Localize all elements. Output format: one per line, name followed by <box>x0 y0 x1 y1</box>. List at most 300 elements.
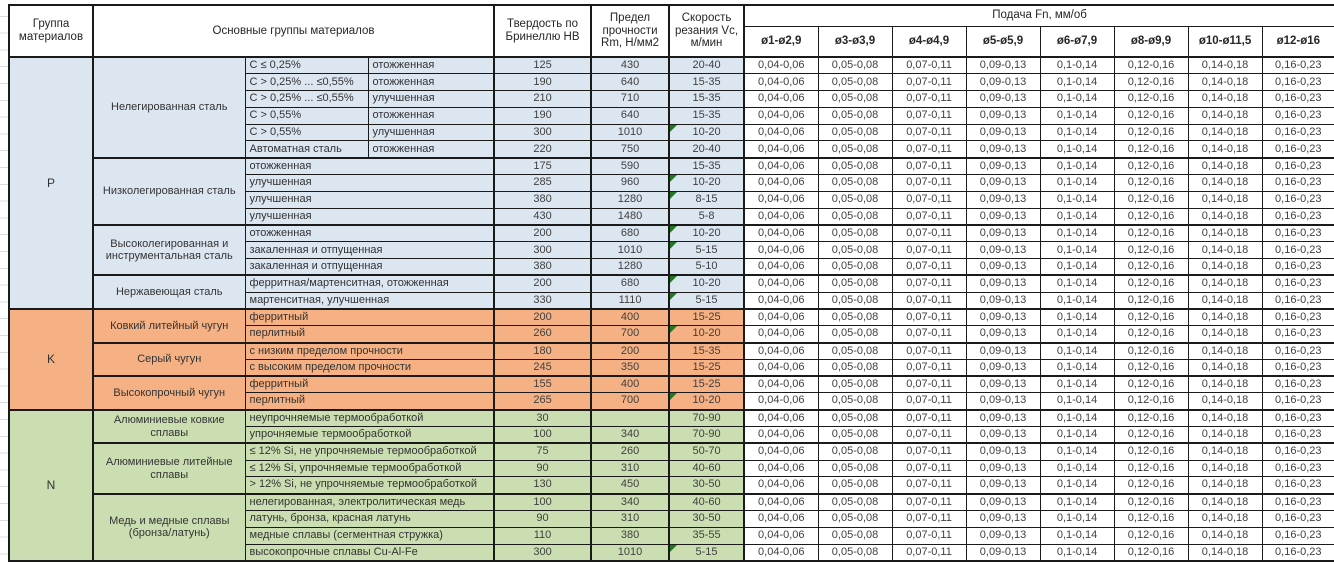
feed-value-cell[interactable]: 0,04-0,06 <box>744 511 818 528</box>
cutting-speed-vc-cell[interactable]: 30-50 <box>669 511 744 528</box>
hardness-hb-cell[interactable]: 110 <box>494 527 591 544</box>
feed-value-cell[interactable]: 0,14-0,18 <box>1188 359 1262 376</box>
feed-value-cell[interactable]: 0,07-0,11 <box>892 326 966 343</box>
cutting-speed-vc-cell[interactable]: 10-20 <box>669 124 744 141</box>
material-family-cell[interactable]: Нержавеющая сталь <box>93 275 245 309</box>
feed-value-cell[interactable]: 0,12-0,16 <box>1114 91 1188 108</box>
feed-value-cell[interactable]: 0,07-0,11 <box>892 460 966 477</box>
condition-cell[interactable]: с высоким пределом прочности <box>245 359 494 376</box>
condition-cell[interactable]: медные сплавы (сегментная стружка) <box>245 527 494 544</box>
hardness-hb-cell[interactable]: 300 <box>494 124 591 141</box>
feed-value-cell[interactable]: 0,05-0,08 <box>818 57 892 74</box>
feed-value-cell[interactable]: 0,05-0,08 <box>818 511 892 528</box>
cutting-speed-vc-cell[interactable]: 10-20 <box>669 275 744 292</box>
feed-value-cell[interactable]: 0,05-0,08 <box>818 74 892 91</box>
header-diameter[interactable]: ø3-ø3,9 <box>818 26 892 57</box>
feed-value-cell[interactable]: 0,14-0,18 <box>1188 158 1262 175</box>
feed-value-cell[interactable]: 0,12-0,16 <box>1114 208 1188 225</box>
cutting-speed-vc-cell[interactable]: 70-90 <box>669 410 744 427</box>
material-family-cell[interactable]: Ковкий литейный чугун <box>93 309 245 343</box>
hardness-hb-cell[interactable]: 380 <box>494 191 591 208</box>
feed-value-cell[interactable]: 0,12-0,16 <box>1114 393 1188 410</box>
strength-rm-cell[interactable]: 1010 <box>591 124 669 141</box>
hardness-hb-cell[interactable]: 125 <box>494 57 591 74</box>
cutting-speed-vc-cell[interactable]: 15-25 <box>669 359 744 376</box>
cutting-speed-vc-cell[interactable]: 10-20 <box>669 393 744 410</box>
hardness-hb-cell[interactable]: 180 <box>494 343 591 360</box>
feed-value-cell[interactable]: 0,09-0,13 <box>966 158 1040 175</box>
feed-value-cell[interactable]: 0,16-0,23 <box>1262 477 1334 494</box>
hardness-hb-cell[interactable]: 210 <box>494 91 591 108</box>
feed-value-cell[interactable]: 0,07-0,11 <box>892 343 966 360</box>
feed-value-cell[interactable]: 0,04-0,06 <box>744 91 818 108</box>
feed-value-cell[interactable]: 0,07-0,11 <box>892 359 966 376</box>
feed-value-cell[interactable]: 0,1-0,14 <box>1040 292 1114 309</box>
feed-value-cell[interactable]: 0,16-0,23 <box>1262 242 1334 259</box>
strength-rm-cell[interactable]: 450 <box>591 477 669 494</box>
feed-value-cell[interactable]: 0,16-0,23 <box>1262 359 1334 376</box>
group-code-cell[interactable]: P <box>9 57 93 309</box>
strength-rm-cell[interactable]: 1110 <box>591 292 669 309</box>
feed-value-cell[interactable]: 0,14-0,18 <box>1188 410 1262 427</box>
feed-value-cell[interactable]: 0,12-0,16 <box>1114 343 1188 360</box>
feed-value-cell[interactable]: 0,12-0,16 <box>1114 242 1188 259</box>
cutting-speed-vc-cell[interactable]: 40-60 <box>669 460 744 477</box>
feed-value-cell[interactable]: 0,14-0,18 <box>1188 242 1262 259</box>
feed-value-cell[interactable]: 0,1-0,14 <box>1040 410 1114 427</box>
feed-value-cell[interactable]: 0,16-0,23 <box>1262 259 1334 276</box>
feed-value-cell[interactable]: 0,14-0,18 <box>1188 443 1262 460</box>
hardness-hb-cell[interactable]: 200 <box>494 275 591 292</box>
feed-value-cell[interactable]: 0,12-0,16 <box>1114 292 1188 309</box>
feed-value-cell[interactable]: 0,1-0,14 <box>1040 57 1114 74</box>
feed-value-cell[interactable]: 0,04-0,06 <box>744 141 818 158</box>
feed-value-cell[interactable]: 0,04-0,06 <box>744 343 818 360</box>
condition-cell[interactable]: неупрочняемые термообработкой <box>245 410 494 427</box>
feed-value-cell[interactable]: 0,05-0,08 <box>818 393 892 410</box>
feed-value-cell[interactable]: 0,07-0,11 <box>892 494 966 511</box>
feed-value-cell[interactable]: 0,04-0,06 <box>744 460 818 477</box>
feed-value-cell[interactable]: 0,16-0,23 <box>1262 107 1334 124</box>
feed-value-cell[interactable]: 0,14-0,18 <box>1188 326 1262 343</box>
feed-value-cell[interactable]: 0,14-0,18 <box>1188 393 1262 410</box>
condition-cell[interactable]: отожженная <box>368 74 494 91</box>
strength-rm-cell[interactable]: 200 <box>591 343 669 360</box>
feed-value-cell[interactable]: 0,04-0,06 <box>744 376 818 393</box>
feed-value-cell[interactable]: 0,09-0,13 <box>966 410 1040 427</box>
header-diameter[interactable]: ø4-ø4,9 <box>892 26 966 57</box>
feed-value-cell[interactable]: 0,07-0,11 <box>892 309 966 326</box>
group-code-cell[interactable]: N <box>9 410 93 561</box>
feed-value-cell[interactable]: 0,12-0,16 <box>1114 326 1188 343</box>
feed-value-cell[interactable]: 0,1-0,14 <box>1040 225 1114 242</box>
feed-value-cell[interactable]: 0,14-0,18 <box>1188 208 1262 225</box>
feed-value-cell[interactable]: 0,05-0,08 <box>818 158 892 175</box>
feed-value-cell[interactable]: 0,14-0,18 <box>1188 494 1262 511</box>
feed-value-cell[interactable]: 0,05-0,08 <box>818 175 892 192</box>
strength-rm-cell[interactable]: 700 <box>591 393 669 410</box>
feed-value-cell[interactable]: 0,14-0,18 <box>1188 107 1262 124</box>
feed-value-cell[interactable]: 0,12-0,16 <box>1114 57 1188 74</box>
feed-value-cell[interactable]: 0,16-0,23 <box>1262 427 1334 444</box>
feed-value-cell[interactable]: 0,1-0,14 <box>1040 175 1114 192</box>
feed-value-cell[interactable]: 0,07-0,11 <box>892 275 966 292</box>
condition-cell[interactable]: отожженная <box>368 57 494 74</box>
feed-value-cell[interactable]: 0,04-0,06 <box>744 259 818 276</box>
strength-rm-cell[interactable] <box>591 410 669 427</box>
cutting-speed-vc-cell[interactable]: 8-15 <box>669 191 744 208</box>
feed-value-cell[interactable]: 0,07-0,11 <box>892 477 966 494</box>
qualifier-cell[interactable]: C > 0,25% ... ≤0,55% <box>245 91 368 108</box>
feed-value-cell[interactable]: 0,14-0,18 <box>1188 460 1262 477</box>
feed-value-cell[interactable]: 0,04-0,06 <box>744 326 818 343</box>
feed-value-cell[interactable]: 0,14-0,18 <box>1188 309 1262 326</box>
cutting-speed-vc-cell[interactable]: 15-35 <box>669 91 744 108</box>
feed-value-cell[interactable]: 0,14-0,18 <box>1188 259 1262 276</box>
cutting-speed-vc-cell[interactable]: 15-35 <box>669 343 744 360</box>
hardness-hb-cell[interactable]: 285 <box>494 175 591 192</box>
feed-value-cell[interactable]: 0,14-0,18 <box>1188 74 1262 91</box>
hardness-hb-cell[interactable]: 90 <box>494 511 591 528</box>
feed-value-cell[interactable]: 0,1-0,14 <box>1040 376 1114 393</box>
feed-value-cell[interactable]: 0,07-0,11 <box>892 443 966 460</box>
feed-value-cell[interactable]: 0,07-0,11 <box>892 158 966 175</box>
condition-cell[interactable]: высокопрочные сплавы Cu-Al-Fe <box>245 544 494 561</box>
feed-value-cell[interactable]: 0,14-0,18 <box>1188 91 1262 108</box>
feed-value-cell[interactable]: 0,1-0,14 <box>1040 511 1114 528</box>
feed-value-cell[interactable]: 0,05-0,08 <box>818 225 892 242</box>
feed-value-cell[interactable]: 0,04-0,06 <box>744 393 818 410</box>
feed-value-cell[interactable]: 0,1-0,14 <box>1040 477 1114 494</box>
hardness-hb-cell[interactable]: 245 <box>494 359 591 376</box>
feed-value-cell[interactable]: 0,07-0,11 <box>892 225 966 242</box>
strength-rm-cell[interactable]: 680 <box>591 275 669 292</box>
feed-value-cell[interactable]: 0,07-0,11 <box>892 208 966 225</box>
cutting-speed-vc-cell[interactable]: 15-35 <box>669 74 744 91</box>
header-cutting-speed-vc[interactable]: Скорость резания Vc, м/мин <box>669 5 744 57</box>
hardness-hb-cell[interactable]: 330 <box>494 292 591 309</box>
feed-value-cell[interactable]: 0,1-0,14 <box>1040 326 1114 343</box>
strength-rm-cell[interactable]: 350 <box>591 359 669 376</box>
strength-rm-cell[interactable]: 640 <box>591 107 669 124</box>
feed-value-cell[interactable]: 0,12-0,16 <box>1114 494 1188 511</box>
strength-rm-cell[interactable]: 640 <box>591 74 669 91</box>
cutting-speed-vc-cell[interactable]: 50-70 <box>669 443 744 460</box>
feed-value-cell[interactable]: 0,05-0,08 <box>818 309 892 326</box>
condition-cell[interactable]: закаленная и отпущенная <box>245 242 494 259</box>
strength-rm-cell[interactable]: 710 <box>591 91 669 108</box>
hardness-hb-cell[interactable]: 155 <box>494 376 591 393</box>
feed-value-cell[interactable]: 0,05-0,08 <box>818 191 892 208</box>
feed-value-cell[interactable]: 0,16-0,23 <box>1262 393 1334 410</box>
feed-value-cell[interactable]: 0,16-0,23 <box>1262 511 1334 528</box>
header-diameter[interactable]: ø8-ø9,9 <box>1114 26 1188 57</box>
qualifier-cell[interactable]: C ≤ 0,25% <box>245 57 368 74</box>
strength-rm-cell[interactable]: 700 <box>591 326 669 343</box>
hardness-hb-cell[interactable]: 200 <box>494 309 591 326</box>
feed-value-cell[interactable]: 0,16-0,23 <box>1262 494 1334 511</box>
feed-value-cell[interactable]: 0,14-0,18 <box>1188 511 1262 528</box>
cutting-speed-vc-cell[interactable]: 15-25 <box>669 309 744 326</box>
material-family-cell[interactable]: Низколегированная сталь <box>93 158 245 225</box>
strength-rm-cell[interactable]: 1010 <box>591 242 669 259</box>
feed-value-cell[interactable]: 0,05-0,08 <box>818 443 892 460</box>
cutting-speed-vc-cell[interactable]: 40-60 <box>669 494 744 511</box>
strength-rm-cell[interactable]: 1280 <box>591 191 669 208</box>
feed-value-cell[interactable]: 0,09-0,13 <box>966 443 1040 460</box>
feed-value-cell[interactable]: 0,1-0,14 <box>1040 494 1114 511</box>
feed-value-cell[interactable]: 0,04-0,06 <box>744 443 818 460</box>
condition-cell[interactable]: > 12% Si, не упрочняемые термообработкой <box>245 477 494 494</box>
feed-value-cell[interactable]: 0,05-0,08 <box>818 343 892 360</box>
feed-value-cell[interactable]: 0,09-0,13 <box>966 477 1040 494</box>
condition-cell[interactable]: закаленная и отпущенная <box>245 259 494 276</box>
feed-value-cell[interactable]: 0,07-0,11 <box>892 393 966 410</box>
header-diameter[interactable]: ø12-ø16 <box>1262 26 1334 57</box>
material-family-cell[interactable]: Высокопрочный чугун <box>93 376 245 410</box>
header-material-group[interactable]: Группа материалов <box>9 5 93 57</box>
feed-value-cell[interactable]: 0,09-0,13 <box>966 511 1040 528</box>
feed-value-cell[interactable]: 0,05-0,08 <box>818 275 892 292</box>
hardness-hb-cell[interactable]: 100 <box>494 427 591 444</box>
feed-value-cell[interactable]: 0,16-0,23 <box>1262 191 1334 208</box>
feed-value-cell[interactable]: 0,16-0,23 <box>1262 57 1334 74</box>
feed-value-cell[interactable]: 0,09-0,13 <box>966 275 1040 292</box>
feed-value-cell[interactable]: 0,04-0,06 <box>744 242 818 259</box>
feed-value-cell[interactable]: 0,12-0,16 <box>1114 124 1188 141</box>
condition-cell[interactable]: улучшенная <box>368 124 494 141</box>
condition-cell[interactable]: улучшенная <box>245 191 494 208</box>
feed-value-cell[interactable]: 0,04-0,06 <box>744 275 818 292</box>
feed-value-cell[interactable]: 0,14-0,18 <box>1188 175 1262 192</box>
cutting-speed-vc-cell[interactable]: 15-35 <box>669 158 744 175</box>
feed-value-cell[interactable]: 0,04-0,06 <box>744 359 818 376</box>
feed-value-cell[interactable]: 0,12-0,16 <box>1114 175 1188 192</box>
feed-value-cell[interactable]: 0,05-0,08 <box>818 410 892 427</box>
header-feed-fn[interactable]: Подача Fn, мм/об <box>744 5 1334 26</box>
feed-value-cell[interactable]: 0,09-0,13 <box>966 242 1040 259</box>
feed-value-cell[interactable]: 0,04-0,06 <box>744 208 818 225</box>
feed-value-cell[interactable]: 0,14-0,18 <box>1188 191 1262 208</box>
feed-value-cell[interactable]: 0,09-0,13 <box>966 208 1040 225</box>
feed-value-cell[interactable]: 0,07-0,11 <box>892 427 966 444</box>
cutting-speed-vc-cell[interactable]: 10-20 <box>669 175 744 192</box>
feed-value-cell[interactable]: 0,12-0,16 <box>1114 527 1188 544</box>
condition-cell[interactable]: ≤ 12% Si, упрочняемые термообработкой <box>245 460 494 477</box>
feed-value-cell[interactable]: 0,07-0,11 <box>892 292 966 309</box>
strength-rm-cell[interactable]: 310 <box>591 511 669 528</box>
feed-value-cell[interactable]: 0,04-0,06 <box>744 410 818 427</box>
header-main-groups[interactable]: Основные группы материалов <box>93 5 494 57</box>
condition-cell[interactable]: улучшенная <box>245 208 494 225</box>
hardness-hb-cell[interactable]: 430 <box>494 208 591 225</box>
strength-rm-cell[interactable]: 430 <box>591 57 669 74</box>
feed-value-cell[interactable]: 0,1-0,14 <box>1040 527 1114 544</box>
qualifier-cell[interactable]: C > 0,25% ... ≤0,55% <box>245 74 368 91</box>
header-strength-rm[interactable]: Предел прочности Rm, Н/мм2 <box>591 5 669 57</box>
feed-value-cell[interactable]: 0,09-0,13 <box>966 191 1040 208</box>
feed-value-cell[interactable]: 0,05-0,08 <box>818 544 892 561</box>
header-diameter[interactable]: ø5-ø5,9 <box>966 26 1040 57</box>
feed-value-cell[interactable]: 0,09-0,13 <box>966 393 1040 410</box>
feed-value-cell[interactable]: 0,1-0,14 <box>1040 124 1114 141</box>
feed-value-cell[interactable]: 0,07-0,11 <box>892 124 966 141</box>
feed-value-cell[interactable]: 0,05-0,08 <box>818 242 892 259</box>
feed-value-cell[interactable]: 0,09-0,13 <box>966 460 1040 477</box>
feed-value-cell[interactable]: 0,1-0,14 <box>1040 427 1114 444</box>
feed-value-cell[interactable]: 0,04-0,06 <box>744 175 818 192</box>
feed-value-cell[interactable]: 0,05-0,08 <box>818 208 892 225</box>
feed-value-cell[interactable]: 0,14-0,18 <box>1188 292 1262 309</box>
feed-value-cell[interactable]: 0,16-0,23 <box>1262 376 1334 393</box>
feed-value-cell[interactable]: 0,05-0,08 <box>818 326 892 343</box>
condition-cell[interactable]: отожженная <box>245 158 494 175</box>
feed-value-cell[interactable]: 0,14-0,18 <box>1188 225 1262 242</box>
feed-value-cell[interactable]: 0,09-0,13 <box>966 91 1040 108</box>
cutting-speed-vc-cell[interactable]: 35-55 <box>669 527 744 544</box>
feed-value-cell[interactable]: 0,05-0,08 <box>818 107 892 124</box>
feed-value-cell[interactable]: 0,16-0,23 <box>1262 544 1334 561</box>
feed-value-cell[interactable]: 0,04-0,06 <box>744 477 818 494</box>
strength-rm-cell[interactable]: 400 <box>591 376 669 393</box>
condition-cell[interactable]: перлитный <box>245 393 494 410</box>
condition-cell[interactable]: нелегированная, электролитическая медь <box>245 494 494 511</box>
feed-value-cell[interactable]: 0,12-0,16 <box>1114 460 1188 477</box>
feed-value-cell[interactable]: 0,12-0,16 <box>1114 443 1188 460</box>
condition-cell[interactable]: ферритный <box>245 309 494 326</box>
feed-value-cell[interactable]: 0,07-0,11 <box>892 527 966 544</box>
group-code-cell[interactable]: K <box>9 309 93 410</box>
feed-value-cell[interactable]: 0,09-0,13 <box>966 259 1040 276</box>
feed-value-cell[interactable]: 0,1-0,14 <box>1040 443 1114 460</box>
header-hardness-hb[interactable]: Твердость по Бринеллю HB <box>494 5 591 57</box>
feed-value-cell[interactable]: 0,1-0,14 <box>1040 141 1114 158</box>
strength-rm-cell[interactable]: 680 <box>591 225 669 242</box>
feed-value-cell[interactable]: 0,1-0,14 <box>1040 343 1114 360</box>
feed-value-cell[interactable]: 0,09-0,13 <box>966 141 1040 158</box>
feed-value-cell[interactable]: 0,07-0,11 <box>892 107 966 124</box>
hardness-hb-cell[interactable]: 220 <box>494 141 591 158</box>
feed-value-cell[interactable]: 0,04-0,06 <box>744 225 818 242</box>
feed-value-cell[interactable]: 0,07-0,11 <box>892 242 966 259</box>
strength-rm-cell[interactable]: 590 <box>591 158 669 175</box>
feed-value-cell[interactable]: 0,16-0,23 <box>1262 208 1334 225</box>
feed-value-cell[interactable]: 0,16-0,23 <box>1262 309 1334 326</box>
feed-value-cell[interactable]: 0,04-0,06 <box>744 124 818 141</box>
cutting-speed-vc-cell[interactable]: 5-15 <box>669 242 744 259</box>
condition-cell[interactable]: упрочняемые термообработкой <box>245 427 494 444</box>
feed-value-cell[interactable]: 0,05-0,08 <box>818 427 892 444</box>
header-diameter[interactable]: ø10-ø11,5 <box>1188 26 1262 57</box>
feed-value-cell[interactable]: 0,1-0,14 <box>1040 275 1114 292</box>
feed-value-cell[interactable]: 0,14-0,18 <box>1188 477 1262 494</box>
feed-value-cell[interactable]: 0,05-0,08 <box>818 527 892 544</box>
feed-value-cell[interactable]: 0,05-0,08 <box>818 494 892 511</box>
condition-cell[interactable]: отожженная <box>368 141 494 158</box>
feed-value-cell[interactable]: 0,05-0,08 <box>818 359 892 376</box>
feed-value-cell[interactable]: 0,09-0,13 <box>966 343 1040 360</box>
feed-value-cell[interactable]: 0,07-0,11 <box>892 191 966 208</box>
hardness-hb-cell[interactable]: 75 <box>494 443 591 460</box>
feed-value-cell[interactable]: 0,05-0,08 <box>818 124 892 141</box>
feed-value-cell[interactable]: 0,14-0,18 <box>1188 527 1262 544</box>
feed-value-cell[interactable]: 0,12-0,16 <box>1114 74 1188 91</box>
cutting-speed-vc-cell[interactable]: 70-90 <box>669 427 744 444</box>
feed-value-cell[interactable]: 0,12-0,16 <box>1114 259 1188 276</box>
feed-value-cell[interactable]: 0,07-0,11 <box>892 259 966 276</box>
feed-value-cell[interactable]: 0,09-0,13 <box>966 74 1040 91</box>
strength-rm-cell[interactable]: 340 <box>591 427 669 444</box>
feed-value-cell[interactable]: 0,09-0,13 <box>966 225 1040 242</box>
feed-value-cell[interactable]: 0,1-0,14 <box>1040 242 1114 259</box>
feed-value-cell[interactable]: 0,09-0,13 <box>966 359 1040 376</box>
strength-rm-cell[interactable]: 400 <box>591 309 669 326</box>
header-diameter[interactable]: ø1-ø2,9 <box>744 26 818 57</box>
cutting-speed-vc-cell[interactable]: 30-50 <box>669 477 744 494</box>
feed-value-cell[interactable]: 0,16-0,23 <box>1262 225 1334 242</box>
cutting-speed-vc-cell[interactable]: 15-35 <box>669 107 744 124</box>
feed-value-cell[interactable]: 0,14-0,18 <box>1188 544 1262 561</box>
feed-value-cell[interactable]: 0,04-0,06 <box>744 74 818 91</box>
feed-value-cell[interactable]: 0,04-0,06 <box>744 158 818 175</box>
feed-value-cell[interactable]: 0,09-0,13 <box>966 292 1040 309</box>
strength-rm-cell[interactable]: 1010 <box>591 544 669 561</box>
feed-value-cell[interactable]: 0,16-0,23 <box>1262 460 1334 477</box>
feed-value-cell[interactable]: 0,04-0,06 <box>744 427 818 444</box>
hardness-hb-cell[interactable]: 90 <box>494 460 591 477</box>
cutting-speed-vc-cell[interactable]: 5-10 <box>669 259 744 276</box>
feed-value-cell[interactable]: 0,09-0,13 <box>966 175 1040 192</box>
cutting-speed-vc-cell[interactable]: 20-40 <box>669 57 744 74</box>
feed-value-cell[interactable]: 0,12-0,16 <box>1114 107 1188 124</box>
material-family-cell[interactable]: Алюминиевые ковкие сплавы <box>93 410 245 444</box>
strength-rm-cell[interactable]: 1480 <box>591 208 669 225</box>
feed-value-cell[interactable]: 0,05-0,08 <box>818 477 892 494</box>
feed-value-cell[interactable]: 0,07-0,11 <box>892 376 966 393</box>
feed-value-cell[interactable]: 0,12-0,16 <box>1114 376 1188 393</box>
feed-value-cell[interactable]: 0,05-0,08 <box>818 141 892 158</box>
feed-value-cell[interactable]: 0,1-0,14 <box>1040 107 1114 124</box>
strength-rm-cell[interactable]: 380 <box>591 527 669 544</box>
strength-rm-cell[interactable]: 340 <box>591 494 669 511</box>
feed-value-cell[interactable]: 0,12-0,16 <box>1114 359 1188 376</box>
feed-value-cell[interactable]: 0,1-0,14 <box>1040 309 1114 326</box>
hardness-hb-cell[interactable]: 300 <box>494 242 591 259</box>
feed-value-cell[interactable]: 0,07-0,11 <box>892 57 966 74</box>
feed-value-cell[interactable]: 0,16-0,23 <box>1262 141 1334 158</box>
condition-cell[interactable]: отожженная <box>245 225 494 242</box>
feed-value-cell[interactable]: 0,1-0,14 <box>1040 191 1114 208</box>
condition-cell[interactable]: улучшенная <box>368 91 494 108</box>
feed-value-cell[interactable]: 0,09-0,13 <box>966 107 1040 124</box>
feed-value-cell[interactable]: 0,1-0,14 <box>1040 91 1114 108</box>
feed-value-cell[interactable]: 0,12-0,16 <box>1114 309 1188 326</box>
feed-value-cell[interactable]: 0,14-0,18 <box>1188 141 1262 158</box>
feed-value-cell[interactable]: 0,09-0,13 <box>966 57 1040 74</box>
strength-rm-cell[interactable]: 960 <box>591 175 669 192</box>
feed-value-cell[interactable]: 0,04-0,06 <box>744 292 818 309</box>
feed-value-cell[interactable]: 0,1-0,14 <box>1040 460 1114 477</box>
feed-value-cell[interactable]: 0,16-0,23 <box>1262 91 1334 108</box>
feed-value-cell[interactable]: 0,16-0,23 <box>1262 343 1334 360</box>
feed-value-cell[interactable]: 0,16-0,23 <box>1262 410 1334 427</box>
cutting-speed-vc-cell[interactable]: 15-25 <box>669 376 744 393</box>
feed-value-cell[interactable]: 0,1-0,14 <box>1040 544 1114 561</box>
feed-value-cell[interactable]: 0,09-0,13 <box>966 326 1040 343</box>
feed-value-cell[interactable]: 0,09-0,13 <box>966 376 1040 393</box>
feed-value-cell[interactable]: 0,1-0,14 <box>1040 259 1114 276</box>
hardness-hb-cell[interactable]: 190 <box>494 74 591 91</box>
